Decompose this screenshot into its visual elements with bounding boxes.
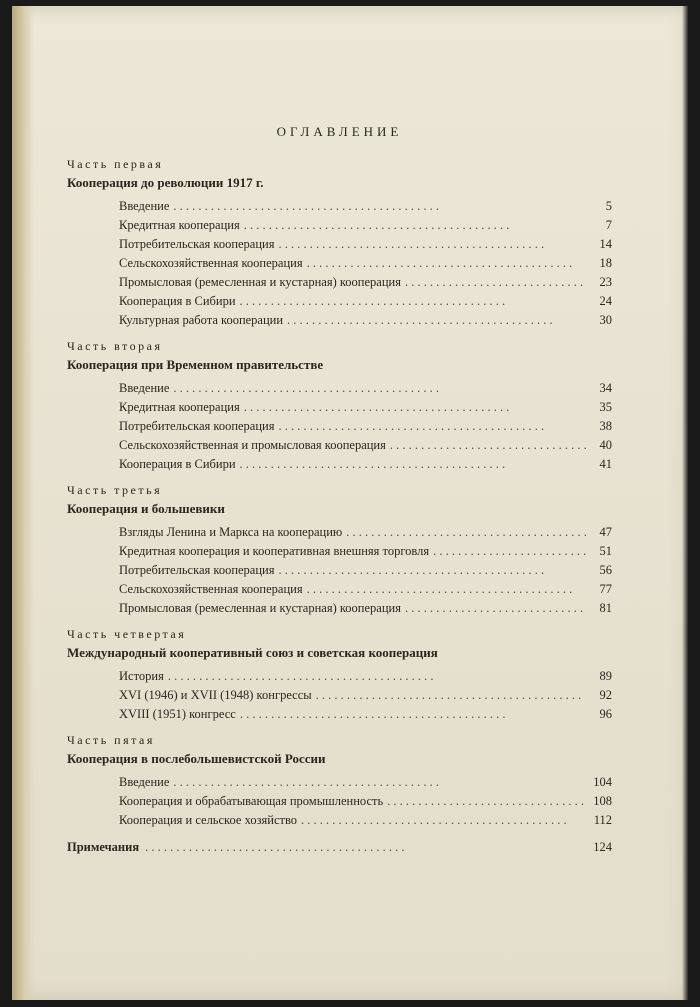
entry-title: Взгляды Ленина и Маркса на кооперацию xyxy=(119,525,343,539)
toc-entry xyxy=(119,580,612,599)
entry-page-number: 35 xyxy=(599,400,612,414)
entry-title: Кредитная кооперация xyxy=(119,218,240,232)
entry-page-number: 108 xyxy=(593,794,612,808)
toc-entry xyxy=(119,792,612,811)
entry-title: Введение xyxy=(119,381,170,395)
toc-entry xyxy=(119,705,612,724)
entry-page-number: 112 xyxy=(593,813,612,827)
toc-part xyxy=(67,482,612,618)
toc-entry xyxy=(119,686,612,705)
entry-title: Культурная работа кооперации xyxy=(119,313,284,327)
toc-entry xyxy=(119,599,612,618)
entry-title: Кооперация в Сибири xyxy=(119,294,236,308)
entry-title: Сельскохозяйственная кооперация xyxy=(119,582,303,596)
toc-entry xyxy=(119,811,612,830)
table-of-contents xyxy=(67,124,612,857)
dot-leader xyxy=(278,235,586,254)
toc-entry xyxy=(119,561,612,580)
entry-title: Промысловая (ремесленная и кустарная) кооперация xyxy=(119,275,401,289)
toc-entry xyxy=(119,235,612,254)
entry-page-number: 47 xyxy=(599,525,612,539)
entry-title: Кредитная кооперация xyxy=(119,400,240,414)
notes-title: Примечания xyxy=(67,840,140,854)
dot-leader xyxy=(173,197,586,216)
toc-entry xyxy=(119,292,612,311)
entry-title: XVIII (1951) конгресс xyxy=(119,707,236,721)
dot-leader xyxy=(244,398,586,417)
toc-parts xyxy=(67,156,612,830)
entry-page-number: 7 xyxy=(605,218,612,232)
entry-page-number: 104 xyxy=(593,775,612,789)
part-heading: Международный кооперативный союз и советская кооперация xyxy=(67,645,438,660)
entry-title: Кооперация и сельское хозяйство xyxy=(119,813,298,827)
entry-page-number: 24 xyxy=(599,294,612,308)
dot-leader xyxy=(173,773,586,792)
toc-part xyxy=(67,156,612,330)
toc-entry xyxy=(119,436,612,455)
dot-leader xyxy=(301,811,586,830)
entry-page-number: 14 xyxy=(599,237,612,251)
part-heading: Кооперация при Временном правительстве xyxy=(67,357,324,372)
toc-entry xyxy=(119,455,612,474)
entry-title: Промысловая (ремесленная и кустарная) кооперация xyxy=(119,601,401,615)
entry-page-number: 96 xyxy=(599,707,612,721)
dot-leader xyxy=(387,792,586,811)
part-heading: Кооперация в послебольшевистской России xyxy=(67,751,326,766)
toc-part xyxy=(67,732,612,830)
part-heading: Кооперация до революции 1917 г. xyxy=(67,175,264,190)
part-label: Часть четвертая xyxy=(67,627,187,641)
toc-entry xyxy=(119,523,612,542)
entry-title: Потребительская кооперация xyxy=(119,563,275,577)
entry-page-number: 30 xyxy=(599,313,612,327)
entry-page-number: 23 xyxy=(599,275,612,289)
toc-entry xyxy=(119,667,612,686)
dot-leader xyxy=(405,599,586,618)
dot-leader xyxy=(287,311,586,330)
entry-title: XVI (1946) и XVII (1948) конгрессы xyxy=(119,688,312,702)
toc-entry xyxy=(119,273,612,292)
toc-entry xyxy=(119,216,612,235)
entry-page-number: 89 xyxy=(599,669,612,683)
toc-entry xyxy=(119,417,612,436)
book-page xyxy=(12,6,688,1000)
entry-title: Кооперация в Сибири xyxy=(119,457,236,471)
dot-leader xyxy=(173,379,586,398)
dot-leader xyxy=(405,273,586,292)
entry-title: История xyxy=(119,669,164,683)
entry-page-number: 38 xyxy=(599,419,612,433)
dot-leader xyxy=(307,580,586,599)
entry-title: Сельскохозяйственная кооперация xyxy=(119,256,303,270)
page-spine-shadow xyxy=(12,6,34,1000)
toc-part xyxy=(67,338,612,474)
dot-leader xyxy=(390,436,586,455)
entry-title: Потребительская кооперация xyxy=(119,419,275,433)
dot-leader xyxy=(240,292,586,311)
entry-title: Сельскохозяйственная и промысловая кооперация xyxy=(119,438,386,452)
dot-leader xyxy=(433,542,586,561)
part-label: Часть первая xyxy=(67,157,164,171)
dot-leader xyxy=(168,667,586,686)
dot-leader xyxy=(307,254,586,273)
toc-entry xyxy=(119,197,612,216)
entry-page-number: 18 xyxy=(599,256,612,270)
toc-entry xyxy=(119,311,612,330)
entry-page-number: 51 xyxy=(599,544,612,558)
dot-leader xyxy=(278,417,586,436)
entry-title: Кооперация и обрабатывающая промышленность xyxy=(119,794,384,808)
toc-entry xyxy=(119,254,612,273)
dot-leader xyxy=(316,686,586,705)
entry-page-number: 92 xyxy=(599,688,612,702)
notes-page-number: 124 xyxy=(593,840,612,854)
part-label: Часть третья xyxy=(67,483,163,497)
entry-page-number: 5 xyxy=(605,199,612,213)
entry-page-number: 41 xyxy=(599,457,612,471)
entry-page-number: 40 xyxy=(599,438,612,452)
entry-title: Потребительская кооперация xyxy=(119,237,275,251)
dot-leader xyxy=(278,561,586,580)
entry-page-number: 81 xyxy=(599,601,612,615)
toc-notes-entry xyxy=(67,838,612,857)
entry-title: Кредитная кооперация и кооперативная внешняя торговля xyxy=(119,544,430,558)
entry-page-number: 77 xyxy=(599,582,612,596)
toc-part xyxy=(67,626,612,724)
dot-leader xyxy=(346,523,586,542)
entry-title: Введение xyxy=(119,775,170,789)
toc-entry xyxy=(119,542,612,561)
dot-leader xyxy=(145,838,589,857)
page-title: ОГЛАВЛЕНИЕ xyxy=(276,124,403,139)
toc-entry xyxy=(119,379,612,398)
dot-leader xyxy=(244,216,586,235)
toc-entry xyxy=(119,398,612,417)
toc-entry xyxy=(119,773,612,792)
page-edge-shadow xyxy=(682,6,688,1000)
part-label: Часть пятая xyxy=(67,733,155,747)
entry-page-number: 34 xyxy=(599,381,612,395)
part-label: Часть вторая xyxy=(67,339,163,353)
dot-leader xyxy=(240,455,586,474)
part-heading: Кооперация и большевики xyxy=(67,501,225,516)
entry-page-number: 56 xyxy=(599,563,612,577)
dot-leader xyxy=(240,705,586,724)
entry-title: Введение xyxy=(119,199,170,213)
